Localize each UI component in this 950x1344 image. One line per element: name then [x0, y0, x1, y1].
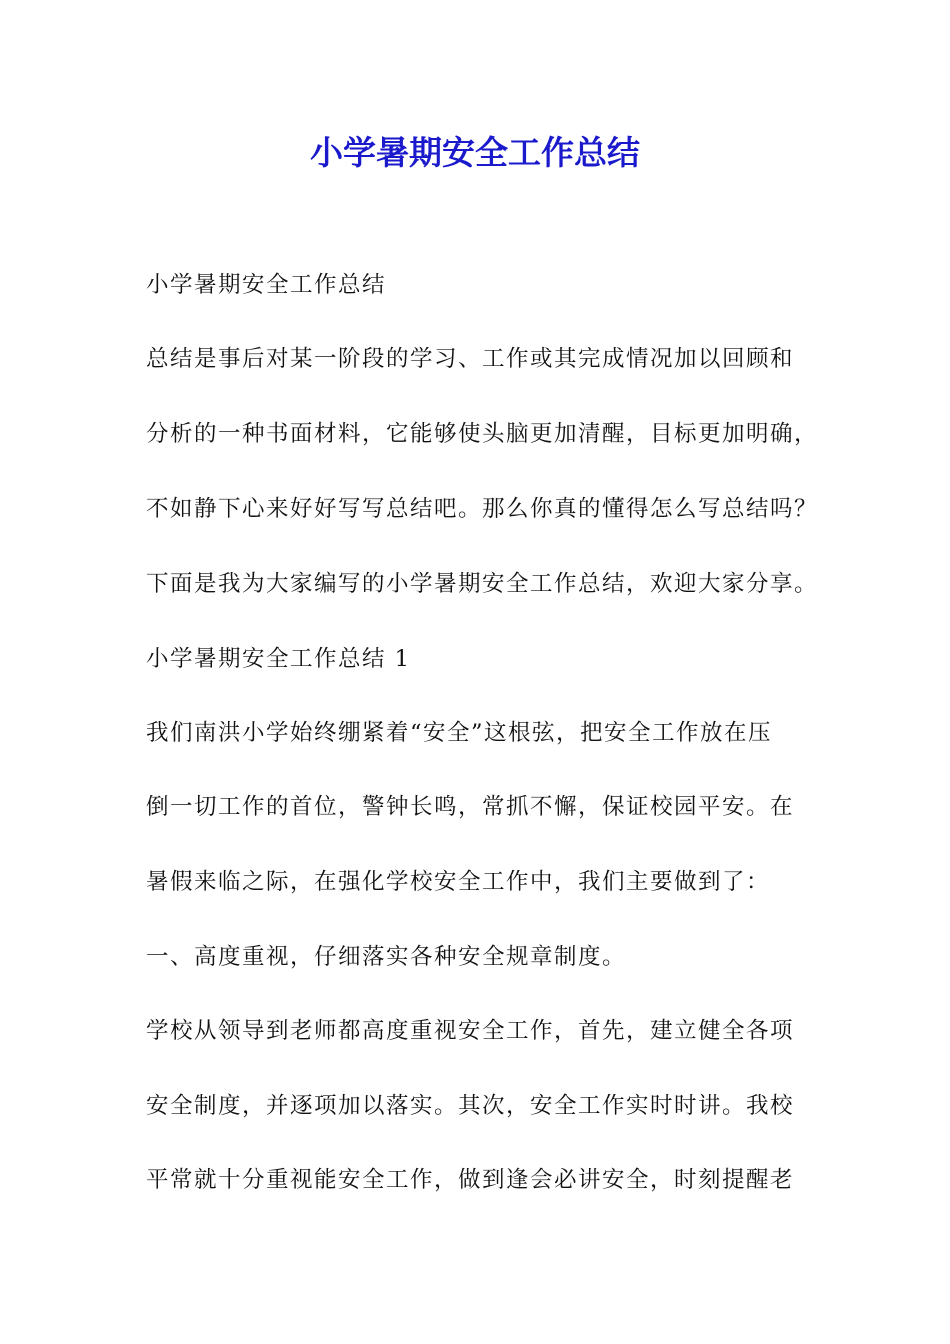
paragraph-line: 倒一切工作的首位，警钟长鸣，常抓不懈，保证校园平安。在: [146, 794, 795, 820]
paragraph-line: 总结是事后对某一阶段的学习、工作或其完成情况加以回顾和: [146, 346, 795, 372]
paragraph-line: 我们南洪小学始终绷紧着“安全”这根弦，把安全工作放在压: [146, 720, 773, 746]
paragraph-line: 分析的一种书面材料，它能够使头脑更加清醒，目标更加明确，: [146, 421, 819, 447]
paragraph-line: 安全制度，并逐项加以落实。其次，安全工作实时时讲。我校: [146, 1093, 795, 1119]
paragraph-line: 暑假来临之际，在强化学校安全工作中，我们主要做到了：: [146, 869, 771, 895]
document-title: 小学暑期安全工作总结: [310, 133, 640, 172]
section-heading: 小学暑期安全工作总结 1: [146, 646, 411, 672]
subtitle-line: 小学暑期安全工作总结: [146, 272, 387, 298]
section-heading: 一、高度重视，仔细落实各种安全规章制度。: [146, 944, 627, 970]
paragraph-line: 不如静下心来好好写写总结吧。那么你真的懂得怎么写总结吗？: [146, 496, 819, 522]
paragraph-line: 平常就十分重视能安全工作，做到逢会必讲安全，时刻提醒老: [146, 1167, 795, 1193]
paragraph-line: 下面是我为大家编写的小学暑期安全工作总结，欢迎大家分享。: [146, 571, 819, 597]
paragraph-line: 学校从领导到老师都高度重视安全工作，首先，建立健全各项: [146, 1018, 795, 1044]
